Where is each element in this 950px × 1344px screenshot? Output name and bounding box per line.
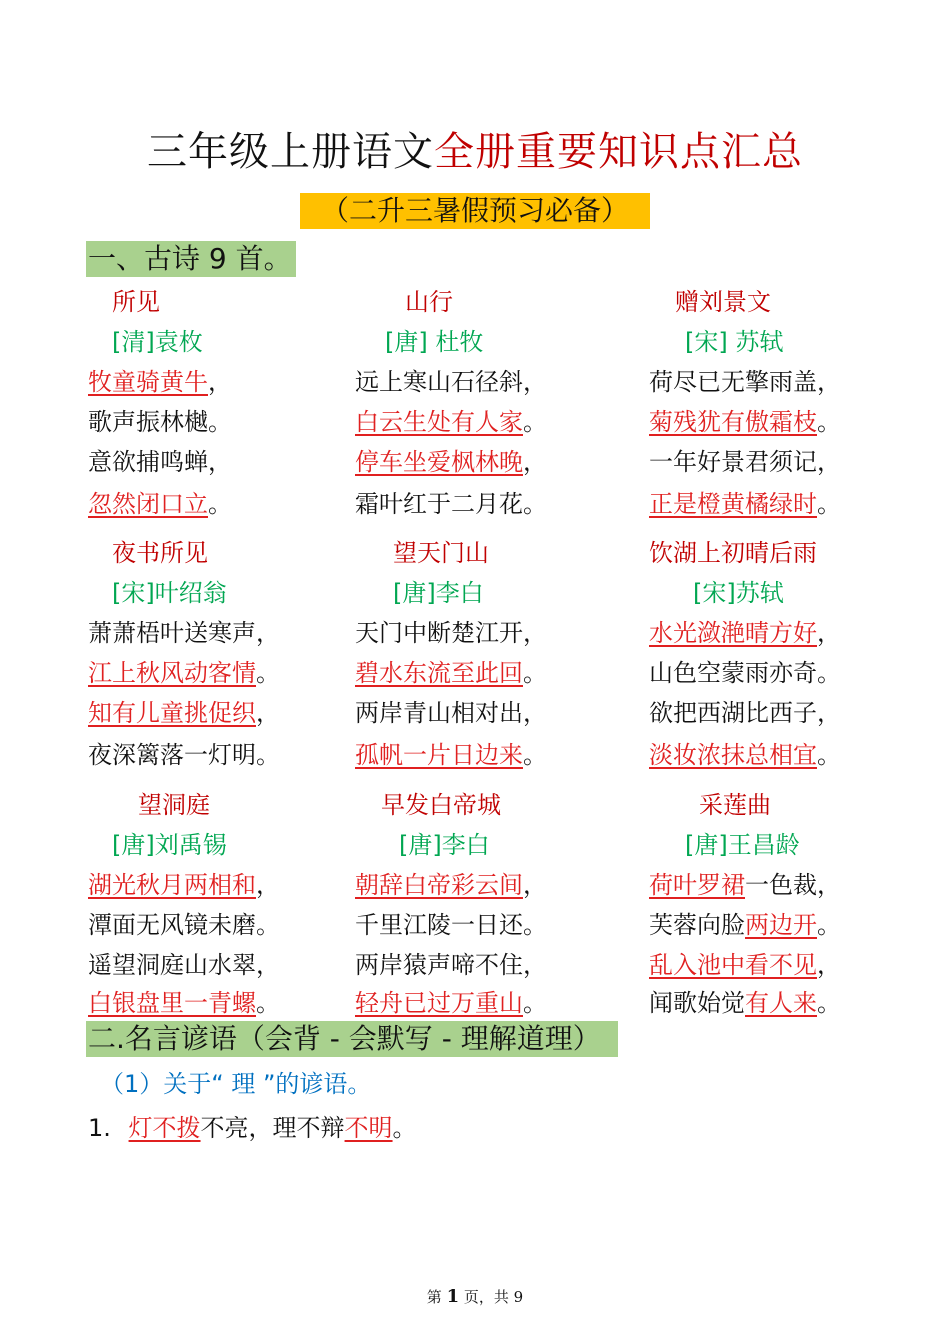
poem-line — [355, 945, 547, 980]
poem-text: ， — [817, 619, 841, 647]
poem-line — [649, 613, 841, 648]
poem-blank-text: 正是橙黄橘绿时 — [649, 490, 817, 518]
page-title — [0, 126, 950, 178]
poem-text: ， — [523, 448, 547, 476]
poem-blank-text: 乱入池中看不见 — [649, 951, 817, 979]
footer-middle: 页，共 — [459, 1288, 514, 1306]
poem-text: 。 — [523, 408, 547, 436]
page-subtitle: （二升三暑假预习必备） — [300, 193, 650, 229]
poem-text: 一年好景君须记， — [649, 448, 841, 476]
poem-line — [649, 735, 841, 770]
poem-line — [355, 653, 547, 688]
poem-text: 天门中断楚江开， — [355, 619, 547, 647]
poem-blank-text: 湖光秋月两相和 — [88, 871, 256, 899]
poem-title: 所见 — [112, 288, 160, 316]
poem-line — [88, 653, 280, 688]
poem-author: [唐]刘禹锡 — [112, 831, 227, 859]
poem-line — [649, 484, 841, 519]
poem-text: 。 — [256, 659, 280, 687]
poem-line — [88, 484, 232, 519]
poem-text: 歌声振林樾。 — [88, 408, 232, 436]
poem-blank-text: 白银盘里一青螺 — [88, 989, 256, 1017]
poem-text: 。 — [523, 989, 547, 1017]
poem-text: 芙蓉向脸 — [649, 911, 745, 939]
page-footer — [0, 1286, 950, 1307]
poem-author: [唐] 杜牧 — [385, 328, 484, 356]
poem-line — [649, 362, 841, 397]
poem-title: 饮湖上初晴后雨 — [649, 539, 817, 567]
poem-line — [355, 402, 547, 437]
poem-text: 遥望洞庭山水翠， — [88, 951, 280, 979]
poem-author: [宋]叶绍翁 — [112, 579, 227, 607]
proverb-blank-2: 不明 — [344, 1114, 393, 1142]
poem-line — [355, 735, 547, 770]
proverb-text: 不亮，理不辩 — [200, 1114, 345, 1142]
poem-line — [355, 983, 547, 1018]
poem-text: 。 — [208, 490, 232, 518]
poem-line — [355, 484, 547, 519]
poem-text: ， — [256, 699, 280, 727]
poem-line — [88, 402, 232, 437]
poem-author: [宋] 苏轼 — [685, 328, 784, 356]
poem-line — [355, 442, 547, 477]
poem-blank-text: 停车坐爱枫林晚 — [355, 448, 523, 476]
poem-line — [88, 362, 232, 397]
poem-text: 。 — [817, 490, 841, 518]
poem-line — [649, 945, 841, 980]
poem-title: 夜书所见 — [112, 539, 208, 567]
poem-text: 山色空蒙雨亦奇。 — [649, 659, 841, 687]
poem-line — [649, 693, 841, 728]
poem-blank-text: 碧水东流至此回 — [355, 659, 523, 687]
section-proverbs: 二.名言谚语（会背 - 会默写 - 理解道理） — [86, 1021, 618, 1057]
proverb-number: 1. — [88, 1114, 111, 1142]
poem-text: ， — [523, 871, 547, 899]
poem-line — [88, 735, 280, 770]
poem-text: 。 — [817, 741, 841, 769]
poem-line — [88, 905, 280, 940]
poem-line — [355, 613, 547, 648]
poem-line — [649, 442, 841, 477]
poem-blank-text: 朝辞白帝彩云间 — [355, 871, 523, 899]
poem-blank-text: 知有儿童挑促织 — [88, 699, 256, 727]
poem-text: 一色裁， — [745, 871, 841, 899]
poem-line — [649, 905, 841, 940]
poem-text: 。 — [256, 989, 280, 1017]
poem-line — [88, 865, 280, 900]
proverb-end: 。 — [392, 1114, 417, 1142]
poem-blank-text: 荷叶罗裙 — [649, 871, 745, 899]
poem-text: 两岸猿声啼不住， — [355, 951, 547, 979]
poem-blank-text: 白云生处有人家 — [355, 408, 523, 436]
poem-line — [355, 362, 547, 397]
poem-text: 。 — [523, 741, 547, 769]
poem-text: ， — [256, 871, 280, 899]
poem-line — [649, 983, 841, 1018]
poem-text: 荷尽已无擎雨盖， — [649, 368, 841, 396]
poem-text: 霜叶红于二月花。 — [355, 490, 547, 518]
poem-line — [649, 653, 841, 688]
footer-prefix: 第 — [426, 1288, 447, 1306]
poem-text: 。 — [817, 911, 841, 939]
poem-text: ， — [208, 368, 232, 396]
subsection-heading: （1）关于“ 理 ”的谚语。 — [100, 1070, 372, 1098]
poem-blank-text: 江上秋风动客情 — [88, 659, 256, 687]
proverb-item — [88, 1111, 417, 1145]
poem-text: 两岸青山相对出， — [355, 699, 547, 727]
poem-blank-text: 孤帆一片日边来 — [355, 741, 523, 769]
poem-author: [唐]李白 — [393, 579, 484, 607]
poem-blank-text: 两边开 — [745, 911, 817, 939]
poem-author: [唐]王昌龄 — [685, 831, 800, 859]
poem-line — [355, 905, 547, 940]
footer-total-pages: 9 — [513, 1288, 524, 1306]
poem-text: 。 — [523, 659, 547, 687]
poem-title: 早发白帝城 — [381, 791, 501, 819]
poem-text: 欲把西湖比西子， — [649, 699, 841, 727]
proverb-blank-1: 灯不拨 — [128, 1114, 201, 1142]
poem-text: 远上寒山石径斜， — [355, 368, 547, 396]
poem-line — [355, 865, 547, 900]
poem-text: 。 — [817, 408, 841, 436]
title-part-1: 三年级上册语文 — [147, 129, 434, 175]
poem-blank-text: 轻舟已过万重山 — [355, 989, 523, 1017]
poem-author: [宋]苏轼 — [693, 579, 784, 607]
poem-author: [唐]李白 — [399, 831, 490, 859]
poem-title: 望天门山 — [393, 539, 489, 567]
poem-title: 采莲曲 — [699, 791, 771, 819]
poem-text: 千里江陵一日还。 — [355, 911, 547, 939]
title-part-2: 全册重要知识点汇总 — [434, 129, 803, 175]
poem-line — [88, 983, 280, 1018]
poem-blank-text: 忽然闭口立 — [88, 490, 208, 518]
poem-line — [649, 402, 841, 437]
footer-page-number: 1 — [446, 1286, 460, 1307]
poem-text: 闻歌始觉 — [649, 989, 745, 1017]
poem-blank-text: 牧童骑黄牛 — [88, 368, 208, 396]
poem-title: 望洞庭 — [138, 791, 210, 819]
poem-line — [88, 945, 280, 980]
poem-title: 赠刘景文 — [675, 288, 771, 316]
poem-text: ， — [817, 951, 841, 979]
poem-text: 。 — [817, 989, 841, 1017]
poem-blank-text: 菊残犹有傲霜枝 — [649, 408, 817, 436]
poem-text: 意欲捕鸣蝉， — [88, 448, 232, 476]
poem-line — [355, 693, 547, 728]
poem-line — [88, 442, 232, 477]
poem-line — [88, 693, 280, 728]
poem-blank-text: 淡妆浓抹总相宜 — [649, 741, 817, 769]
poem-author: [清]袁枚 — [112, 328, 203, 356]
poem-text: 萧萧梧叶送寒声， — [88, 619, 280, 647]
poem-text: 潭面无风镜未磨。 — [88, 911, 280, 939]
poem-blank-text: 水光潋滟晴方好 — [649, 619, 817, 647]
poem-blank-text: 有人来 — [745, 989, 817, 1017]
poem-text: 夜深篱落一灯明。 — [88, 741, 280, 769]
poem-title: 山行 — [405, 288, 453, 316]
poem-line — [649, 865, 841, 900]
poem-line — [88, 613, 280, 648]
section-ancient-poems: 一、古诗 9 首。 — [86, 241, 296, 277]
